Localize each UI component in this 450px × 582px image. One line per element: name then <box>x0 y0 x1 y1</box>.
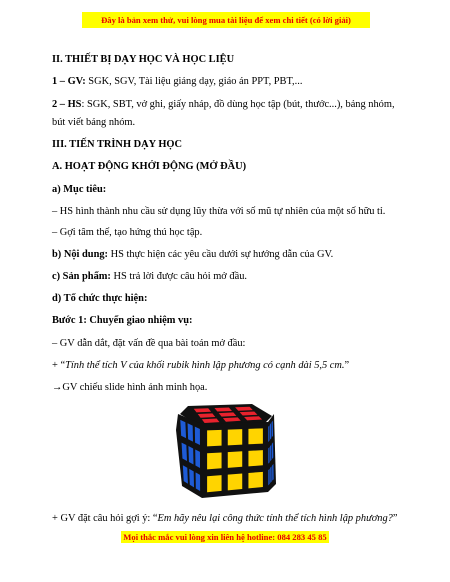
quote-open: + “ <box>52 360 66 371</box>
hs-text: : SGK, SBT, vở ghi, giấy nháp, đồ dùng học tập (bút, thước...), bảng nhóm, <box>81 99 395 110</box>
buoc-1-line-3: →GV chiếu slide hình ảnh minh họa. <box>52 382 208 393</box>
rubik-side-sticker <box>270 423 271 440</box>
rubik-front-sticker <box>228 429 242 445</box>
gv-line <box>52 75 302 89</box>
rubik-left-sticker <box>188 446 193 464</box>
noi-dung-line <box>52 248 333 262</box>
muc-tieu-item-2: – Gợi tâm thế, tạo hứng thú học tập. <box>52 227 203 238</box>
noi-dung-text: HS thực hiện các yêu cầu dưới sự hướng dẫn của GV. <box>108 249 334 260</box>
buoc-1-heading: Bước 1: Chuyển giao nhiệm vụ: <box>52 315 193 326</box>
rubik-side-sticker <box>272 442 273 459</box>
rubik-front-sticker <box>228 473 242 490</box>
footer-text: Mọi thắc mắc vui lòng xin liên hệ hotline: 084 283 45 85 <box>123 532 327 542</box>
quote-close: ” <box>344 360 350 371</box>
hs-line-2: bút viết bảng nhóm. <box>52 117 136 128</box>
rubik-front-sticker <box>248 472 262 489</box>
rubik-side-sticker <box>272 421 273 438</box>
muc-tieu-item-1: – HS hình thành nhu cầu sử dụng lũy thừa với số mũ tự nhiên của một số hữu tỉ. <box>52 206 386 217</box>
rubik-top-sticker <box>198 413 216 417</box>
rubik-left-sticker <box>188 423 193 441</box>
buoc-1-line-1: – GV dẫn dắt, đặt vấn đề qua bài toán mở đầu: <box>52 338 246 349</box>
rubik-top-sticker <box>214 408 232 412</box>
san-pham-line <box>52 270 247 284</box>
rubik-side-sticker <box>270 445 271 462</box>
buoc-1-line-2 <box>52 359 349 373</box>
rubik-top-sticker <box>194 408 211 412</box>
question-suffix: ” <box>392 513 398 524</box>
gv-label: 1 – GV: <box>52 76 86 87</box>
question-prefix: + GV đặt câu hỏi gợi ý: “ <box>52 513 158 524</box>
preview-banner: Đây là bản xem thử, vui lòng mua tài liệu để xem chi tiết (có lời giải) <box>82 12 370 28</box>
noi-dung-label: b) Nội dung: <box>52 249 109 260</box>
rubik-left-sticker <box>195 450 200 469</box>
rubik-left-sticker <box>195 427 200 445</box>
rubik-front-sticker <box>207 430 221 447</box>
san-pham-text: HS trả lời được câu hỏi mở đầu. <box>110 271 247 282</box>
rubiks-cube-icon <box>168 400 278 500</box>
rubik-side-sticker <box>272 464 274 481</box>
rubik-side-sticker <box>268 469 269 486</box>
rubik-side-sticker <box>268 447 269 464</box>
gv-text: SGK, SGV, Tài liệu giảng dạy, giáo án PPT, PBT,... <box>85 76 303 87</box>
section-a-heading: A. HOẠT ĐỘNG KHỞI ĐỘNG (MỞ ĐẦU) <box>52 161 247 172</box>
section-ii-heading: II. THIẾT BỊ DẠY HỌC VÀ HỌC LIỆU <box>52 54 235 65</box>
rubik-left-sticker <box>196 472 201 491</box>
rubik-front-sticker <box>248 428 262 444</box>
problem-statement: Tính thể tích V của khối rubik hình lập phương có cạnh dài 5,5 cm. <box>65 360 345 371</box>
rubik-front-sticker <box>207 475 221 492</box>
question-text: Em hãy nêu lại công thức tính thể tích hình lập phương? <box>157 513 393 524</box>
rubik-front-sticker <box>248 450 262 466</box>
section-iii-heading: III. TIẾN TRÌNH DẠY HỌC <box>52 139 183 150</box>
rubik-front-sticker <box>228 451 242 468</box>
footer-hotline <box>0 531 450 543</box>
rubik-side-sticker <box>270 466 271 483</box>
to-chuc-heading: d) Tổ chức thực hiện: <box>52 293 148 304</box>
san-pham-label: c) Sản phẩm: <box>52 271 111 282</box>
muc-tieu-heading: a) Mục tiêu: <box>52 184 107 195</box>
rubik-side-sticker <box>268 425 269 442</box>
rubik-left-sticker <box>189 469 194 488</box>
rubik-front-sticker <box>207 452 221 469</box>
hs-line <box>52 98 395 112</box>
rubik-top-sticker <box>219 412 237 416</box>
buoc-1-line-4 <box>52 512 398 526</box>
hs-label: 2 – HS <box>52 99 82 110</box>
